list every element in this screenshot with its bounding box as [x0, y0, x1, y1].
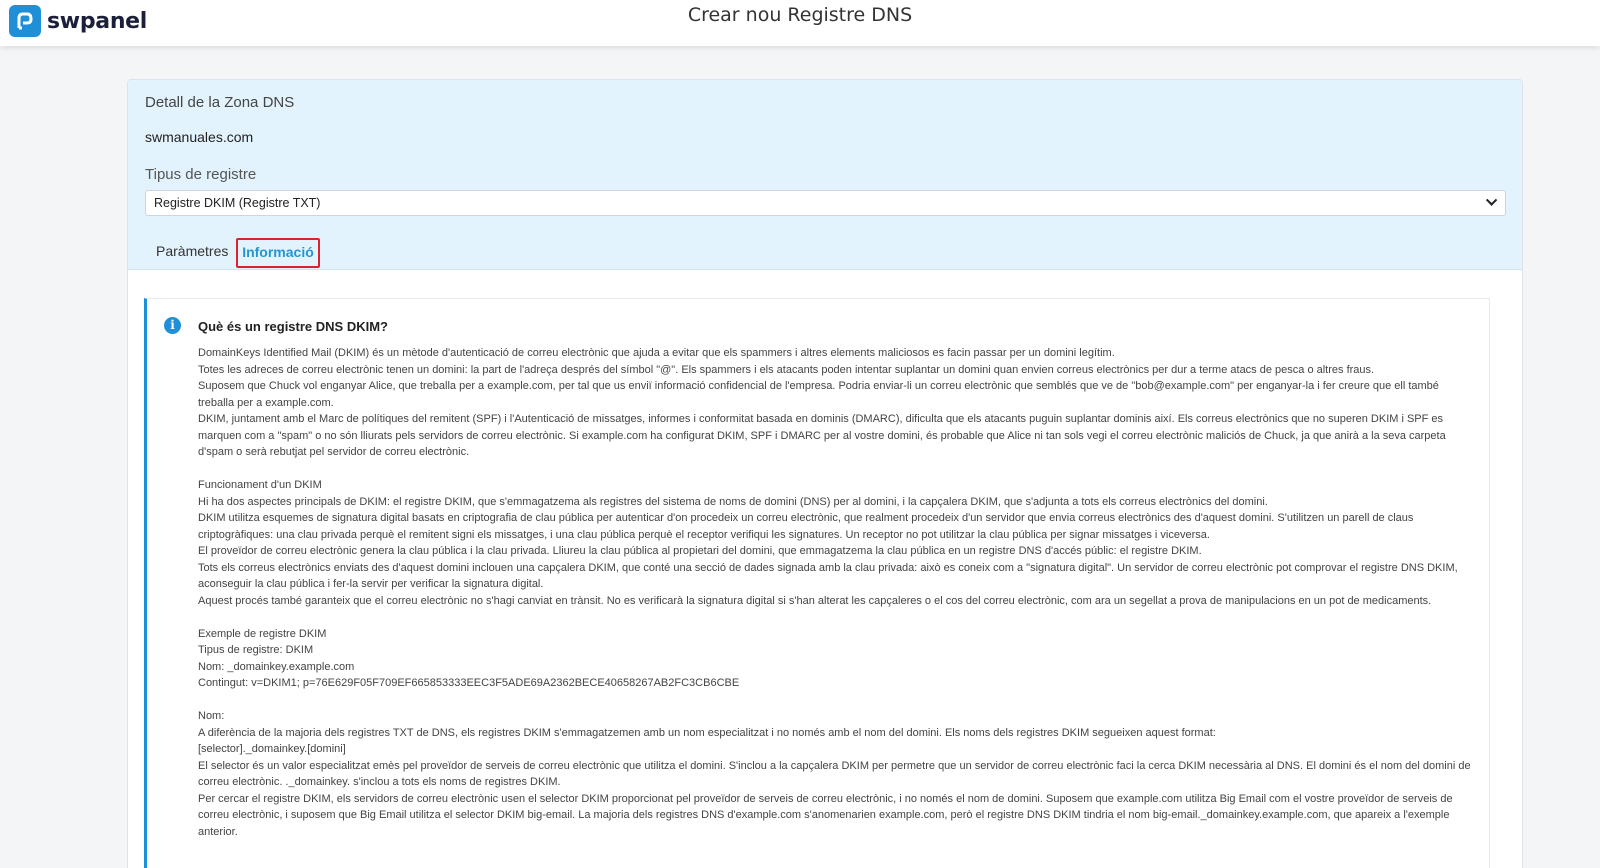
record-type-label: Tipus de registre — [145, 166, 257, 183]
info-title: Què és un registre DNS DKIM? — [198, 319, 388, 334]
info-paragraph: Contingut: v=DKIM1; p=76E629F05F709EF665853333EEC3F5ADE69A2362BECE40658267AB2FC3CB6CBE — [198, 677, 740, 689]
tab-parameters[interactable]: Paràmetres — [156, 243, 229, 259]
info-paragraph: Tots els correus electrònics enviats des d'aquest domini inclouen una capçalera DKIM, que conté una secció de dades signada amb la clau privada: això es coneix com a "signatura digital". Un servidor de correu electrònic pot comprovar el registre DNS DKIM, aconseguir la clau pública i fer-la servir per verificar la signatura digital. — [198, 561, 1458, 590]
info-icon: i — [164, 317, 181, 334]
info-body — [198, 345, 1473, 840]
chevron-down-icon — [1486, 195, 1497, 206]
info-paragraph: [selector]._domainkey.[domini] — [198, 743, 346, 755]
info-paragraph: Per cercar el registre DKIM, els servidors de correu electrònic usen el selector DKIM proporcionat pel proveïdor de serveis de correu electrònic, i no només el nom de domini. Suposem que example.com utilitza Big Email com el vostre proveïdor de serveis de correu electrònic, i suposem que Big Email utilitza el selector DKIM big-email. La majoria dels registres DNS d'example.com s'anomenarien example.com, però el registre DNS DKIM tindria el nom big-email._domainkey.example.com, que apareix a l'exemple anterior. — [198, 792, 1453, 838]
tab-information[interactable]: Informació — [236, 238, 320, 268]
zone-detail-label: Detall de la Zona DNS — [145, 94, 295, 111]
info-subheading: Exemple de registre DKIM — [198, 627, 327, 640]
paragraph-gap — [198, 692, 1473, 709]
info-paragraph: DomainKeys Identified Mail (DKIM) és un mètode d'autenticació de correu electrònic que ajuda a evitar que els spammers i altres elements maliciosos es facin passar per un domini legítim. — [198, 347, 1115, 359]
info-paragraph: El selector és un valor especialitzat emès pel proveïdor de serveis de correu electrònic que utilitza el domini. S'inclou a la capçalera DKIM per permetre que un servidor de correu electrònic faci la cerca DKIM necessària al DNS. El domini és el nom del domini de correu electrònic. ._domainkey. s'inclou a tots els noms de registres DKIM. — [198, 759, 1471, 788]
info-paragraph: DKIM, juntament amb el Marc de polítiques del remitent (SPF) i l'Autenticació de missatges, informes i conformitat basada en dominis (DMARC), dificulta que els atacants puguin suplantar dominis així. Els correus electrònics que no superen DKIM i SPF es marquen com a "spam" o no són lliurats pels servidors de correu electrònic. Si example.com ha configurat DKIM, SPF i DMARC per al vostre domini, és probable que Alice ni tan sols vegi el correu electrònic maliciós de Chuck, ja que anirà a la seva carpeta d'spam o serà rebutjat pel servidor de correu electrònic. — [198, 413, 1446, 458]
info-paragraph: Aquest procés també garanteix que el correu electrònic no s'hagi canviat en trànsit. No es verificarà la signatura digital si s'han alterat les capçaleres o el cos del correu electrònic, com ara un segellat a prova de manipulacions en un pot de medicaments. — [198, 594, 1432, 607]
info-paragraph: El proveïdor de correu electrònic genera la clau pública i la clau privada. Lliureu la clau pública al propietari del domini, que emmagatzema la clau pública en un registre DNS d'accés públic: el registre DKIM. — [198, 545, 1202, 557]
info-subheading: Nom: — [198, 710, 225, 722]
info-paragraph: A diferència de la majoria dels registres TXT de DNS, els registres DKIM s'emmagatzemen amb un nom especialitzat i no només amb el nom del domini. Els noms dels registres DKIM segueixen aquest format: — [198, 726, 1216, 739]
info-paragraph: Tipus de registre: DKIM — [198, 644, 314, 656]
info-panel — [144, 298, 1490, 868]
record-type-selected-value: Registre DKIM (Registre TXT) — [154, 196, 321, 210]
info-paragraph: Suposem que Chuck vol enganyar Alice, que treballa per a example.com, per tal que us enviï informació confidencial de l'empresa. Podria enviar-li un correu electrònic que semblés que ve de "bob@example.com" per enganyar-la i fer creure que ell també treballa per a example.com. — [198, 380, 1439, 409]
paragraph-gap — [198, 609, 1473, 626]
card-header — [128, 80, 1522, 270]
top-navbar — [0, 0, 1600, 46]
info-paragraph: Hi ha dos aspectes principals de DKIM: el registre DKIM, que s'emmagatzema als registres del sistema de noms de domini (DNS) per al domini, i la capçalera DKIM, que s'adjunta a tots els correus electrònics del domini. — [198, 495, 1268, 508]
info-paragraph: Totes les adreces de correu electrònic tenen un domini: la part de l'adreça després del símbol "@". Els spammers i els atacants poden intentar suplantar un domini quan envien correus electrònics per dur a terme atacs de pesca o altres fraus. — [198, 363, 1375, 376]
dns-record-card — [127, 79, 1523, 868]
info-paragraph: DKIM utilitza esquemes de signatura digital basats en criptografia de clau pública per autenticar d'on procedeix un correu electrònic, que realment procedeix d'un servidor que envia correus electrònics des d'aquest domini. S'utilitzen un parell de claus criptogràfiques: una clau privada perquè el remitent signi els missatges, i una clau pública perquè el receptor verifiqui les signatures. Un receptor no pot utilitzar la clau pública per signar missatges i viceversa. — [198, 512, 1414, 541]
paragraph-gap — [198, 461, 1473, 478]
record-type-select[interactable] — [145, 190, 1506, 216]
info-subheading: Funcionament d'un DKIM — [198, 479, 322, 491]
info-paragraph: Nom: _domainkey.example.com — [198, 660, 355, 673]
page-title: Crear nou Registre DNS — [687, 4, 913, 26]
logo-text: swpanel — [47, 8, 148, 34]
zone-domain-name: swmanuales.com — [145, 129, 254, 145]
